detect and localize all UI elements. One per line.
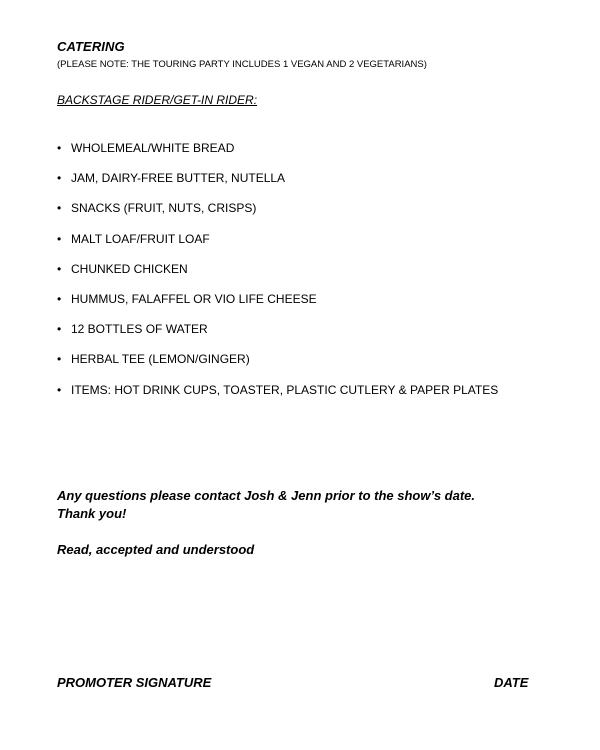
list-item	[57, 171, 498, 201]
list-item-text: WHOLEMEAL/WHITE BREAD	[71, 141, 235, 155]
list-item	[57, 232, 498, 262]
thanks-line: Thank you!	[57, 506, 127, 521]
promoter-signature-label: PROMOTER SIGNATURE	[57, 675, 212, 690]
list-item-text: MALT LOAF/FRUIT LOAF	[71, 231, 210, 246]
bullet: •	[57, 382, 62, 397]
accepted-statement: Read, accepted and understood	[57, 542, 255, 557]
list-item	[57, 322, 498, 352]
rider-items-list	[57, 141, 498, 413]
catering-heading: CATERING	[57, 39, 125, 54]
list-item	[57, 141, 498, 171]
bullet: •	[57, 141, 62, 155]
list-item	[57, 352, 498, 382]
bullet: •	[57, 291, 62, 306]
list-item-text: ITEMS: HOT DRINK CUPS, TOASTER, PLASTIC CUTLERY & PAPER PLATES	[71, 382, 499, 397]
date-label: DATE	[494, 675, 529, 690]
bullet: •	[57, 261, 62, 276]
list-item	[57, 292, 498, 322]
list-item-text: SNACKS (FRUIT, NUTS, CRISPS)	[71, 201, 257, 216]
bullet: •	[57, 171, 62, 186]
bullet: •	[57, 322, 62, 337]
list-item-text: 12 BOTTLES OF WATER	[71, 322, 208, 337]
bullet: •	[57, 201, 62, 216]
list-item-text: CHUNKED CHICKEN	[71, 261, 188, 276]
list-item-text: JAM, DAIRY-FREE BUTTER, NUTELLA	[71, 171, 286, 186]
bullet: •	[57, 352, 62, 367]
bullet: •	[57, 231, 62, 246]
dietary-note: (PLEASE NOTE: THE TOURING PARTY INCLUDES 1 VEGAN AND 2 VEGETARIANS)	[57, 59, 427, 70]
list-item	[57, 383, 498, 413]
contact-text	[57, 487, 475, 523]
list-item-text: HUMMUS, FALAFFEL OR VIO LIFE CHEESE	[71, 291, 317, 306]
list-item-text: HERBAL TEE (LEMON/GINGER)	[71, 352, 250, 367]
contact-line: Any questions please contact Josh & Jenn prior to the show’s date.	[57, 488, 476, 503]
list-item	[57, 262, 498, 292]
list-item	[57, 201, 498, 231]
rider-heading: BACKSTAGE RIDER/GET-IN RIDER:	[57, 93, 258, 107]
